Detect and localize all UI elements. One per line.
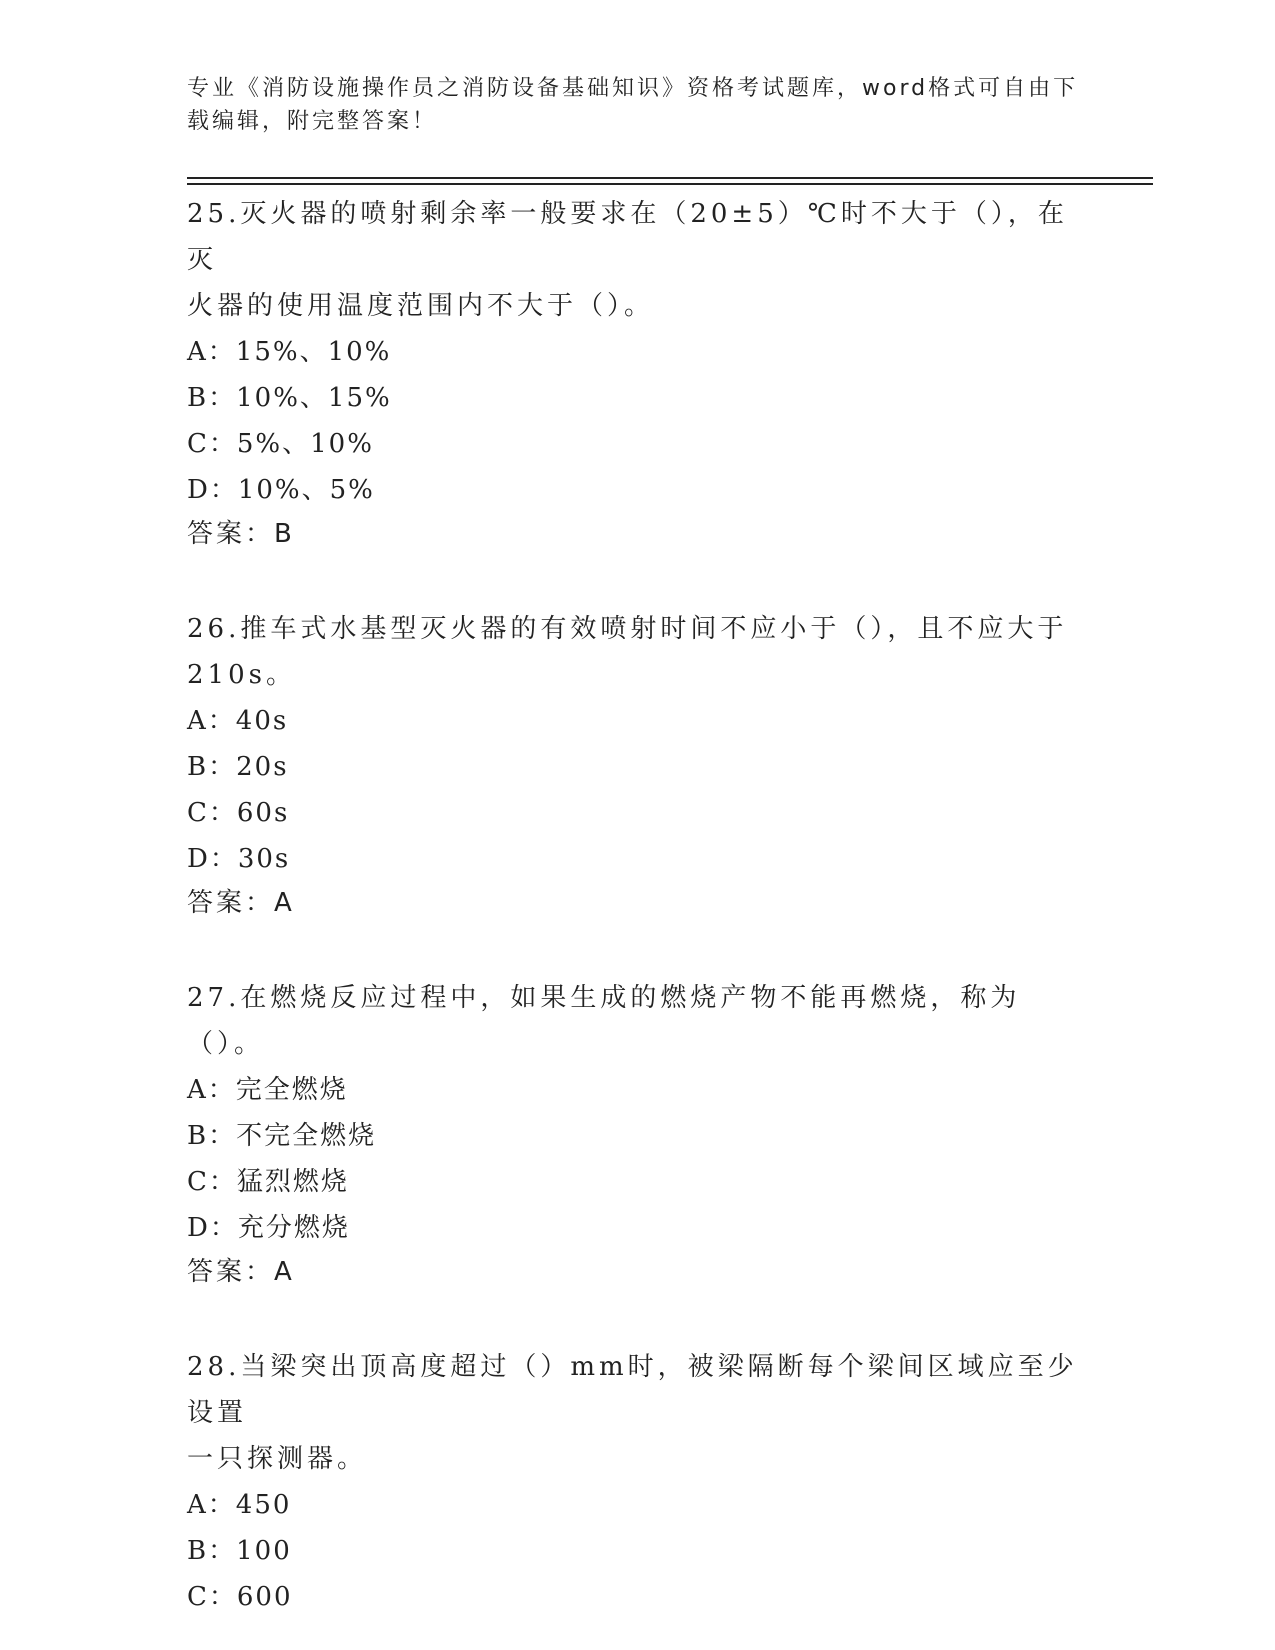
document-header	[187, 72, 1087, 138]
question-27	[187, 972, 1087, 1293]
option-c: C：600	[187, 1582, 293, 1612]
header-divider-bottom	[187, 183, 1153, 185]
option-a: A：450	[187, 1490, 292, 1520]
option-a: A：完全燃烧	[187, 1075, 348, 1105]
question-stem-line: 火器的使用温度范围内不大于（）。	[187, 291, 655, 321]
question-stem-line: 27.在燃烧反应过程中，如果生成的燃烧产物不能再燃烧，称为（）。	[187, 983, 1021, 1059]
option-b: B：不完全燃烧	[187, 1121, 377, 1151]
question-spacer	[187, 1293, 1087, 1341]
option-b: B：10%、15%	[187, 383, 392, 413]
question-stem-line: 26.推车式水基型灭火器的有效喷射时间不应小于（），且不应大于	[187, 614, 1068, 644]
answer: 答案：B	[187, 519, 295, 549]
question-stem-line: 25.灭火器的喷射剩余率一般要求在（20±5）℃时不大于（），在灭	[187, 199, 1068, 275]
option-c: C：5%、10%	[187, 429, 374, 459]
answer: 答案：A	[187, 1257, 295, 1287]
question-stem	[187, 1341, 1087, 1482]
question-spacer	[187, 924, 1087, 972]
question-stem	[187, 972, 1087, 1067]
option-a: A：40s	[187, 706, 289, 736]
option-d: D：30s	[187, 844, 291, 874]
question-25	[187, 188, 1087, 555]
option-b: B：100	[187, 1536, 292, 1566]
question-stem	[187, 188, 1087, 329]
header-line-1: 专业《消防设施操作员之消防设备基础知识》资格考试题库，word格式可自由下	[187, 76, 1079, 101]
question-stem-line: 210s。	[187, 660, 296, 690]
option-c: C：60s	[187, 798, 290, 828]
question-stem-line: 28.当梁突出顶高度超过（）mm时，被梁隔断每个梁间区域应至少设置	[187, 1352, 1078, 1428]
question-spacer	[187, 555, 1087, 603]
question-28	[187, 1341, 1087, 1620]
question-list	[187, 188, 1087, 1620]
option-d: D：10%、5%	[187, 475, 375, 505]
option-d: D：充分燃烧	[187, 1213, 350, 1243]
option-b: B：20s	[187, 752, 289, 782]
answer: 答案：A	[187, 888, 295, 918]
question-stem	[187, 603, 1087, 698]
header-line-2: 载编辑，附完整答案！	[187, 109, 438, 134]
question-26	[187, 603, 1087, 924]
option-a: A：15%、10%	[187, 337, 392, 367]
question-stem-line: 一只探测器。	[187, 1444, 368, 1474]
option-c: C：猛烈燃烧	[187, 1167, 349, 1197]
header-divider-top	[187, 177, 1153, 179]
